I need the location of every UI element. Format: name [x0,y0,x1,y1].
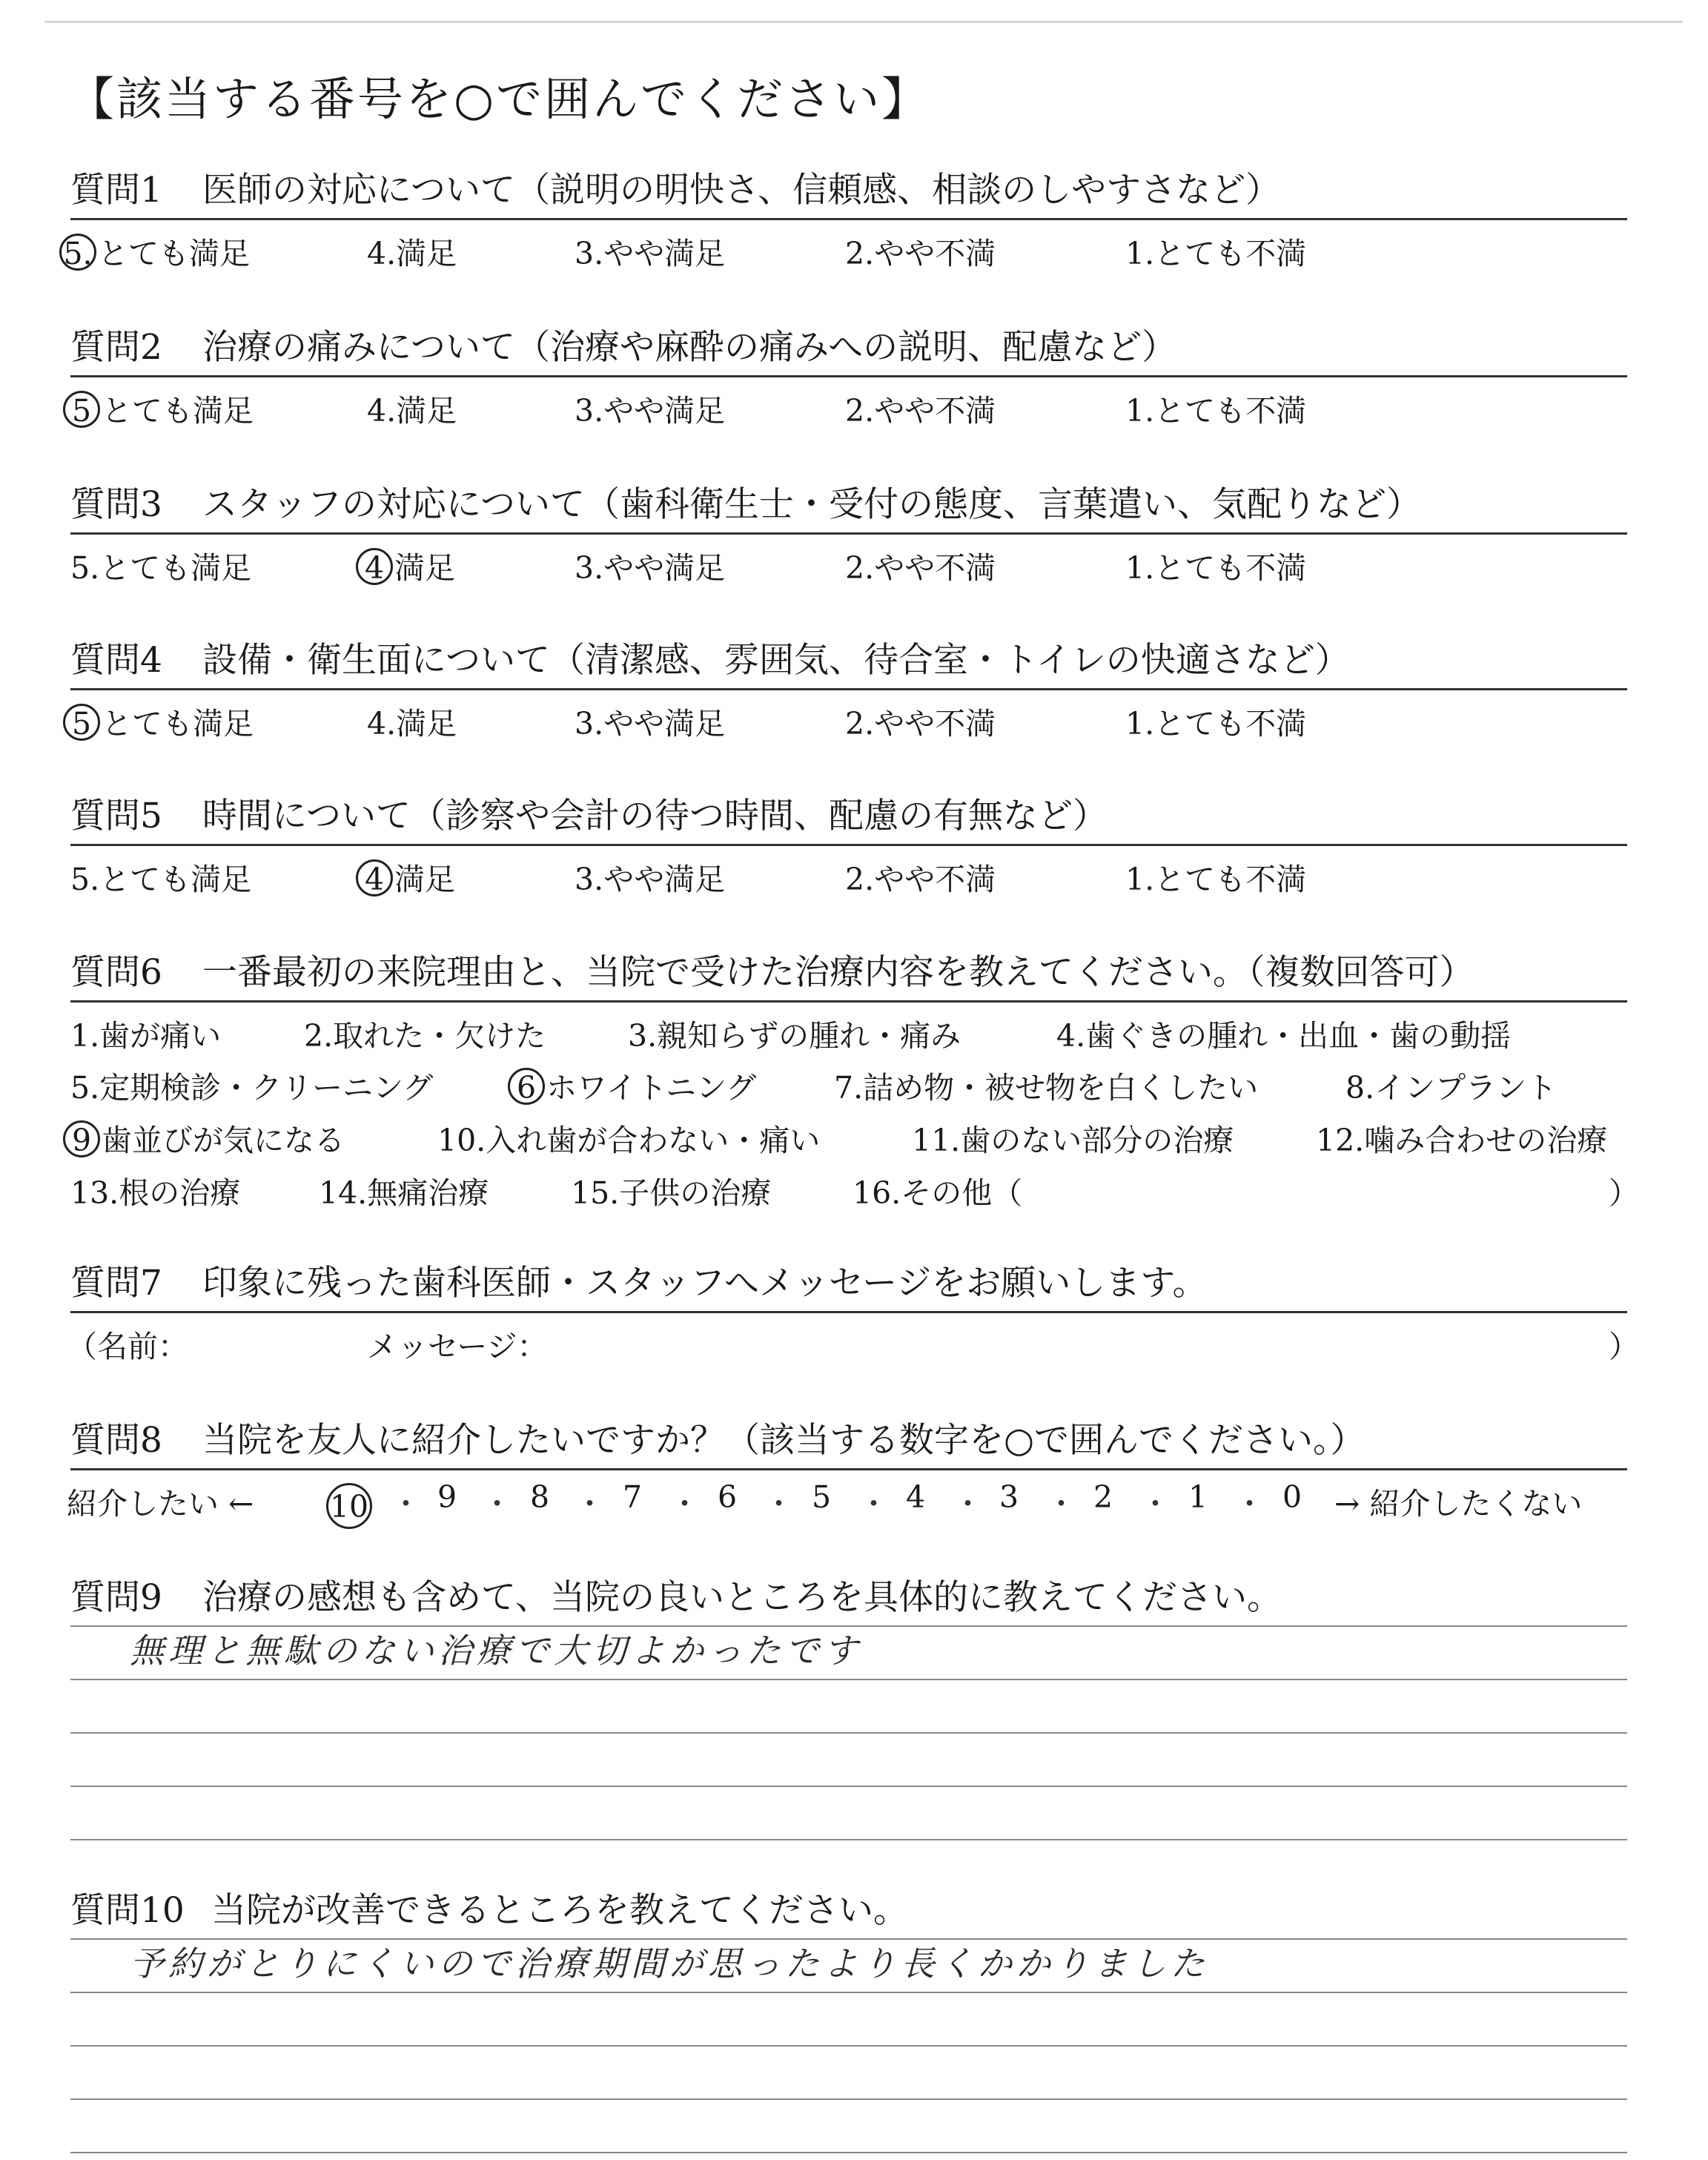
selected-circle-mark: 5 [63,391,100,428]
option-2[interactable]: 2.取れた・欠けた [304,1018,546,1054]
scale-right-label: → 紹介したくない [1334,1486,1583,1522]
question-text: 時間について（診察や会計の待つ時間、配慮の有無など） [202,796,1108,836]
option-1[interactable]: 1.とても不満 [1125,706,1307,742]
option-label: 歯並びが気になる [102,1123,345,1158]
option-1[interactable]: 1.とても不満 [1125,236,1307,271]
question-number: 質問8 [70,1420,162,1461]
option-5[interactable] [59,229,250,273]
option-2[interactable]: 2.やや不満 [845,706,996,742]
option-5[interactable] [63,699,254,743]
scale-6[interactable]: 6 [718,1479,738,1515]
selected-circle-mark: 9 [63,1120,100,1157]
scale-8[interactable]: 8 [530,1479,550,1515]
option-4[interactable] [356,855,455,899]
question-text: 設備・衛生面について（清潔感、雰囲気、待合室・トイレの快適さなど） [202,640,1350,681]
option-6[interactable] [508,1063,756,1107]
question-8 [67,1407,1627,1525]
scale-9[interactable]: 9 [437,1479,457,1515]
question-number: 質問7 [70,1263,162,1304]
handwritten-answer: 予約がとりにくいので治療期間が思ったより長くかかりました [130,1943,1209,1984]
selected-circle-mark: 10 [326,1483,372,1529]
scale-4[interactable]: 4 [906,1479,926,1515]
option-3[interactable]: 3.やや満足 [575,706,726,742]
question-text: 治療の感想も含めて、当院の良いところを具体的に教えてください。 [202,1577,1282,1618]
option-16[interactable]: 16.その他（ [853,1175,1023,1211]
scale-7[interactable]: 7 [623,1479,643,1515]
option-10[interactable]: 10.入れ歯が合わない・痛い [437,1123,821,1158]
option-5[interactable]: 5.とても満足 [70,550,252,586]
option-4[interactable]: 4.歯ぐきの腫れ・出血・歯の動揺 [1056,1018,1512,1054]
question-text: 一番最初の来院理由と、当院で受けた治療内容を教えてください。（複数回答可） [202,952,1474,993]
option-15[interactable]: 15.子供の治療 [571,1175,772,1211]
option-14[interactable]: 14.無痛治療 [319,1175,489,1211]
question-text: 医師の対応について（説明の明快さ、信頼感、相談のしやすさなど） [202,170,1281,211]
question-2 [70,314,1627,431]
option-label: とても満足 [98,236,250,271]
option-4[interactable] [356,544,455,587]
question-9 [70,1565,1627,1840]
option-label: ホワイトニング [546,1070,757,1106]
question-text: 当院を友人に紹介したいですか？（該当する数字を○で囲んでください。） [202,1420,1366,1461]
question-number: 質問10 [70,1890,185,1931]
close-paren: ） [1609,1329,1639,1364]
option-4[interactable]: 4.満足 [367,706,457,742]
question-1 [63,157,1627,274]
question-4 [70,627,1627,744]
question-text: スタッフの対応について（歯科衛生士・受付の態度、言葉遣い、気配りなど） [202,484,1422,525]
question-text: 治療の痛みについて（治療や麻酔の痛みへの説明、配慮など） [202,327,1177,368]
question-number: 質問3 [70,484,162,525]
question-6 [70,939,1639,1212]
top-rule [44,21,1683,23]
option-label: とても満足 [102,706,254,742]
option-5[interactable]: 5.とても満足 [70,862,252,897]
question-number: 質問9 [70,1577,162,1618]
option-9[interactable] [63,1116,345,1160]
option-3[interactable]: 3.やや満足 [575,393,726,429]
option-2[interactable]: 2.やや不満 [845,393,996,429]
message-label: メッセージ： [367,1329,548,1364]
selected-circle-mark: 6 [508,1068,545,1105]
question-text: 当院が改善できるところを教えてください。 [211,1890,908,1931]
option-2[interactable]: 2.やや不満 [845,236,996,271]
scale-5[interactable]: 5 [812,1479,832,1515]
answer-lines[interactable] [70,1940,1627,2153]
question-number: 質問6 [70,952,162,993]
question-text: 印象に残った歯科医師・スタッフへメッセージをお願いします。 [202,1263,1208,1304]
option-label: とても満足 [102,393,254,429]
recommend-scale: 紹介したい ← 10 ・ 9 ・ 8 ・ 7 ・ 6 ・ 5 ・ 4 ・ 3 ・ 2 ・ 1 ・ 0 → 紹介したくない [70,1470,1627,1524]
option-4[interactable]: 4.満足 [367,236,457,271]
option-5[interactable]: 5.定期検診・クリーニング [70,1070,434,1106]
option-1[interactable]: 1.歯が痛い [70,1018,222,1054]
selected-circle-mark: 4 [356,548,393,585]
option-13[interactable]: 13.根の治療 [70,1175,241,1211]
option-label: 満足 [394,550,455,586]
selected-circle-mark: 4 [356,859,393,896]
scale-1[interactable]: 1 [1188,1479,1208,1515]
name-label: （名前： [67,1329,188,1364]
selected-circle-mark: 5 [63,704,100,741]
page-title: 【該当する番号を○で囲んでください】 [68,72,930,126]
answer-lines[interactable] [70,1627,1627,1840]
handwritten-answer: 無理と無駄のない治療で大切よかったです [130,1631,862,1671]
option-2[interactable]: 2.やや不満 [845,862,996,897]
option-3[interactable]: 3.やや満足 [575,236,726,271]
scale-left-label: 紹介したい ← [67,1486,254,1522]
option-2[interactable]: 2.やや不満 [845,550,996,586]
question-number: 質問2 [70,327,162,368]
option-12[interactable]: 12.噛み合わせの治療 [1316,1123,1608,1158]
option-5[interactable] [63,386,254,430]
question-number: 質問5 [70,796,162,836]
question-number: 質問1 [70,170,162,211]
option-4[interactable]: 4.満足 [367,393,457,429]
option-1[interactable]: 1.とても不満 [1125,550,1307,586]
option-3[interactable]: 3.やや満足 [575,862,726,897]
option-label: 満足 [394,862,455,897]
scale-3[interactable]: 3 [999,1479,1019,1515]
option-3[interactable]: 3.親知らずの腫れ・痛み [628,1018,961,1054]
option-1[interactable]: 1.とても不満 [1125,862,1307,897]
option-3[interactable]: 3.やや満足 [575,550,726,586]
option-11[interactable]: 11.歯のない部分の治療 [912,1123,1234,1158]
option-1[interactable]: 1.とても不満 [1125,393,1307,429]
selected-circle-mark: 5. [59,234,96,271]
question-10 [70,1877,1627,2153]
scale-2[interactable]: 2 [1093,1479,1113,1515]
question-7 [67,1250,1639,1367]
scale-0[interactable]: 0 [1282,1479,1302,1515]
option-7[interactable]: 7.詰め物・被せ物を白くしたい [834,1070,1259,1106]
question-5 [70,783,1627,899]
option-8[interactable]: 8.インプラント [1345,1070,1558,1106]
question-number: 質問4 [70,640,162,681]
question-3 [70,472,1627,588]
other-close-paren: ） [1609,1175,1639,1211]
